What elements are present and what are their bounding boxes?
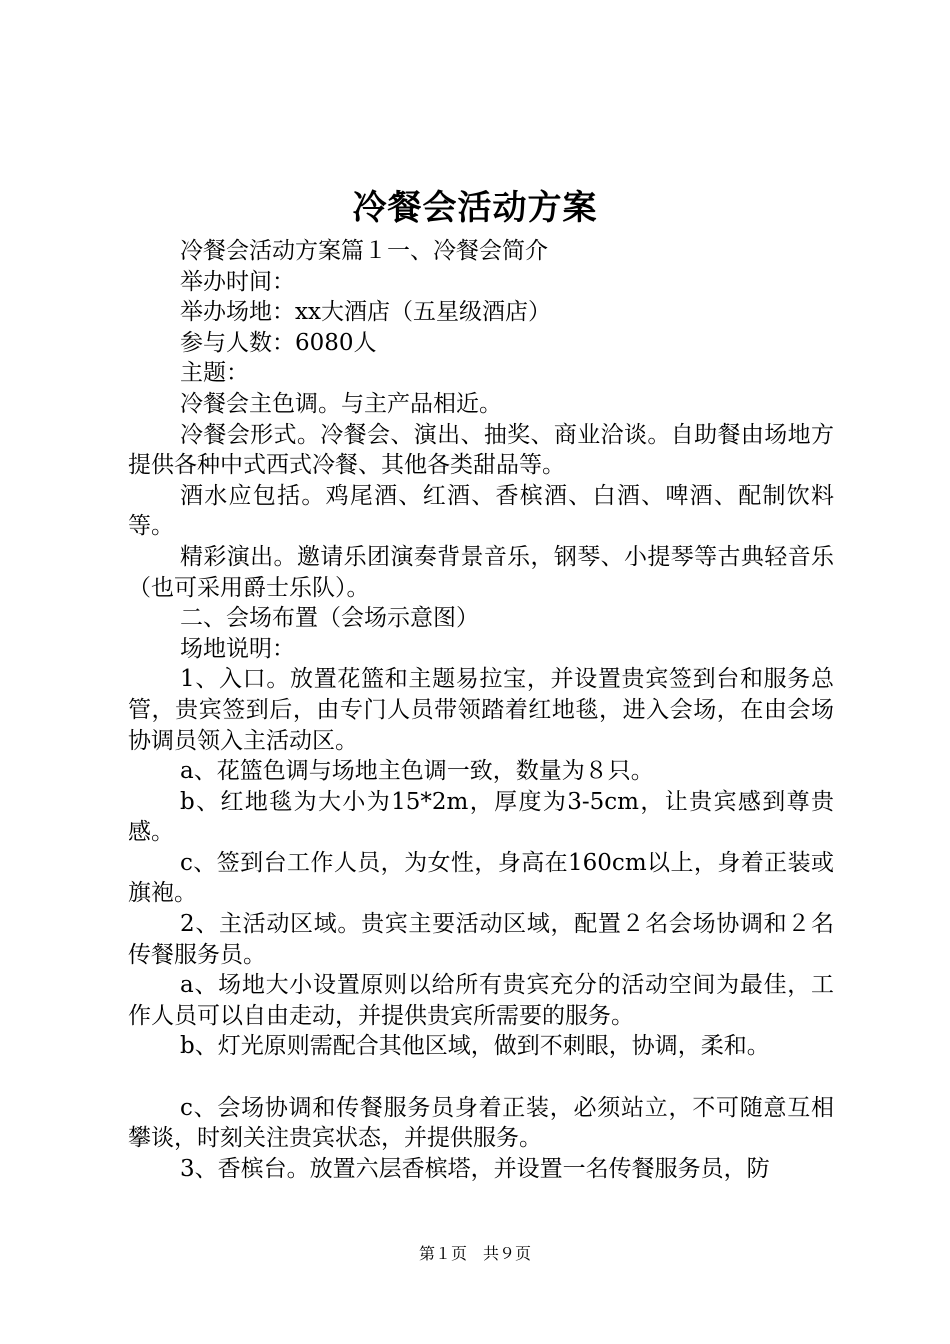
list-item-space-principle: a、场地大小设置原则以给所有贵宾充分的活动空间为最佳，工作人员可以自由走动，并提供贵宾所需要的服务。 [128,972,834,1029]
page-title: 冷餐会活动方案 [352,188,598,228]
list-item-entrance: 1、入口。放置花篮和主题易拉宝，并设置贵宾签到台和服务总管，贵宾签到后，由专门人员带领踏着红地毯，进入会场，在由会场协调员领入主活动区。 [128,666,834,754]
section-heading-layout: 二、会场布置（会场示意图） [180,605,479,632]
list-item-champagne-table: 3、香槟台。放置六层香槟塔，并设置一名传餐服务员，防 [180,1155,770,1182]
paragraph-drinks: 酒水应包括。鸡尾酒、红酒、香槟酒、白酒、啤酒、配制饮料等。 [128,482,834,540]
paragraph-main-color: 冷餐会主色调。与主产品相近。 [180,390,502,417]
paragraph-venue-notes: 场地说明： [180,635,295,662]
paragraph-attendees: 参与人数：6080人 [180,329,377,356]
list-item-staff-conduct: c、会场协调和传餐服务员身着正装，必须站立，不可随意互相攀谈，时刻关注贵宾状态，并提供服务。 [128,1094,834,1152]
document-body [128,236,834,1184]
list-item-flower-baskets: a、花篮色调与场地主色调一致，数量为８只。 [180,758,654,785]
list-item-red-carpet: b、红地毯为大小为15*2m，厚度为3-5cm，让贵宾感到尊贵感。 [128,788,834,846]
paragraph-intro: 冷餐会活动方案篇１一、冷餐会简介 [180,238,548,264]
paragraph-performance: 精彩演出。邀请乐团演奏背景音乐，钢琴、小提琴等古典轻音乐（也可采用爵士乐队）。 [128,543,834,601]
list-item-lighting: b、灯光原则需配合其他区域，做到不刺眼，协调，柔和。 [180,1033,770,1060]
paragraph-time: 举办时间： [180,268,295,295]
page-number: 第１页 共９页 [418,1244,531,1263]
paragraph-format: 冷餐会形式。冷餐会、演出、抽奖、商业洽谈。自助餐由场地方提供各种中式西式冷餐、其他各类甜品等。 [128,421,834,479]
list-item-main-area: 2、主活动区域。贵宾主要活动区域，配置２名会场协调和２名传餐服务员。 [128,911,834,968]
paragraph-theme: 主题： [180,360,249,387]
paragraph-venue: 举办场地：xx大酒店（五星级酒店） [180,299,551,326]
list-item-check-in-staff: c、签到台工作人员，为女性，身高在160cm以上，身着正装或旗袍。 [128,849,834,907]
